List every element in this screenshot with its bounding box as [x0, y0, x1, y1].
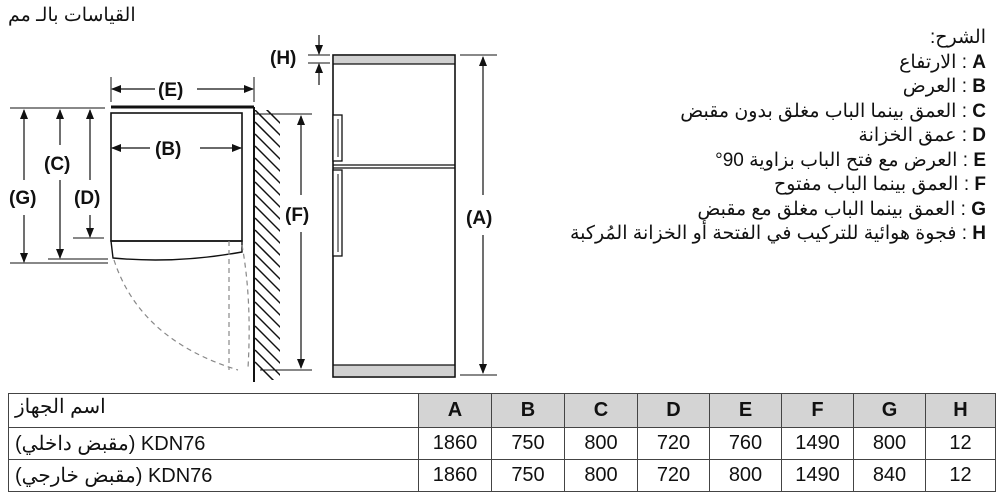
legend-key: H: [972, 223, 986, 244]
page-title: القياسات بالـ مم: [8, 5, 136, 26]
column-header-G: G: [854, 394, 926, 428]
top-view: [9, 77, 312, 390]
label-D: (D): [74, 188, 101, 209]
legend-key: G: [971, 198, 986, 220]
legend-item-B: B : العرض: [902, 76, 986, 97]
table-row: [9, 428, 996, 460]
column-header-B: B: [492, 394, 565, 428]
value-cell-C: 800: [565, 428, 638, 460]
device-name-cell: KDN76 (مقبض خارجي): [9, 460, 419, 492]
column-header-A: A: [419, 394, 492, 428]
value-cell-H: 12: [926, 460, 996, 492]
legend-item-C: C : العمق بينما الباب مغلق بدون مقبض: [680, 100, 986, 122]
label-H: (H): [270, 48, 297, 69]
legend-key: F: [974, 174, 986, 195]
value-cell-G: 840: [854, 460, 926, 492]
column-header-H: H: [926, 394, 996, 428]
legend: [466, 26, 986, 247]
table-row: [9, 460, 996, 492]
legend-item-A: A : الارتفاع: [899, 51, 986, 73]
value-cell-B: 750: [492, 428, 565, 460]
legend-item-D: D : عمق الخزانة: [858, 125, 986, 146]
column-header-C: C: [565, 394, 638, 428]
label-A: (A): [466, 208, 493, 229]
value-cell-C: 800: [565, 460, 638, 492]
column-header-device-name: اسم الجهاز: [9, 394, 419, 428]
label-F: (F): [285, 205, 310, 226]
value-cell-A: 1860: [419, 428, 492, 460]
table-header-row: [9, 394, 996, 428]
legend-item-E: E : العرض مع فتح الباب بزاوية 90°: [715, 149, 986, 171]
fridge-dimension-diagram: [0, 0, 520, 390]
legend-text: العمق بينما الباب مغلق مع مقبض: [697, 198, 956, 220]
legend-key: E: [973, 149, 986, 171]
value-cell-F: 1490: [782, 460, 854, 492]
column-header-D: D: [638, 394, 710, 428]
legend-key: D: [972, 125, 986, 146]
value-cell-E: 760: [710, 428, 782, 460]
device-name-cell: KDN76 (مقبض داخلي): [9, 428, 419, 460]
legend-text: العمق بينما الباب مغلق بدون مقبض: [680, 100, 957, 122]
legend-key: B: [972, 76, 986, 97]
label-C: (C): [44, 154, 71, 175]
label-B: (B): [155, 139, 182, 160]
legend-item-H: H : فجوة هوائية للتركيب في الفتحة أو الخزانة المُركبة: [569, 223, 986, 244]
legend-text: العرض مع فتح الباب بزاوية 90°: [715, 149, 958, 171]
dimensions-table: [8, 393, 996, 492]
value-cell-A: 1860: [419, 460, 492, 492]
legend-key: C: [972, 100, 986, 122]
legend-text: الارتفاع: [899, 51, 957, 73]
legend-text: العمق بينما الباب مفتوح: [774, 174, 959, 195]
value-cell-F: 1490: [782, 428, 854, 460]
value-cell-D: 720: [638, 428, 710, 460]
legend-item-F: F : العمق بينما الباب مفتوح: [774, 174, 986, 195]
value-cell-G: 800: [854, 428, 926, 460]
label-G: (G): [9, 188, 37, 209]
legend-text: عمق الخزانة: [858, 125, 957, 146]
label-E: (E): [158, 80, 184, 101]
column-header-F: F: [782, 394, 854, 428]
value-cell-H: 12: [926, 428, 996, 460]
legend-item-G: G : العمق بينما الباب مغلق مع مقبض: [697, 198, 986, 220]
column-header-E: E: [710, 394, 782, 428]
legend-text: فجوة هوائية للتركيب في الفتحة أو الخزانة المُركبة: [569, 223, 957, 244]
value-cell-D: 720: [638, 460, 710, 492]
legend-text: العرض: [902, 76, 957, 97]
legend-heading: الشرح:: [929, 27, 986, 48]
value-cell-E: 800: [710, 460, 782, 492]
value-cell-B: 750: [492, 460, 565, 492]
legend-key: A: [972, 51, 986, 73]
